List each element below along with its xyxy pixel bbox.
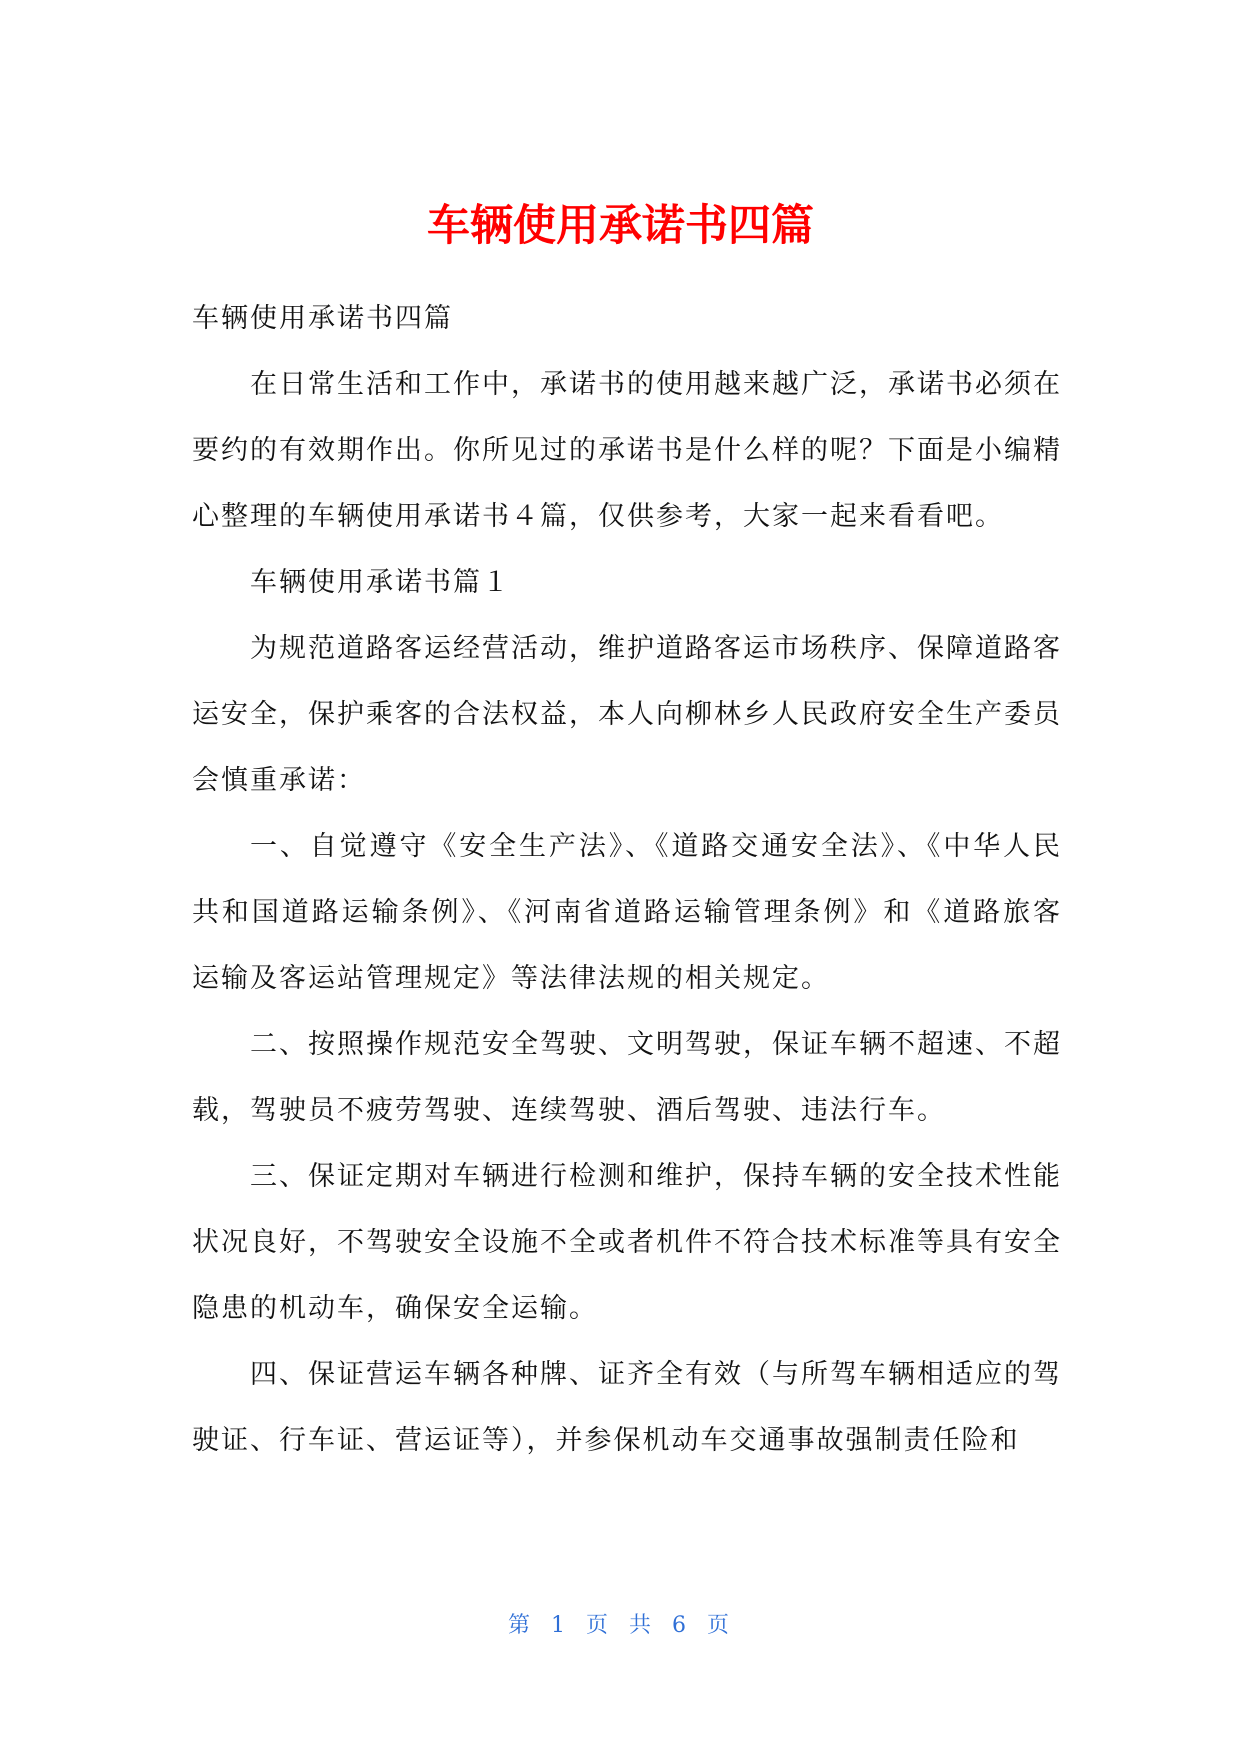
paragraph: 为规范道路客运经营活动，维护道路客运市场秩序、保障道路客运安全，保护乘客的合法权益，本人向柳林乡人民政府安全生产委员会慎重承诺： [192, 633, 1062, 796]
paragraph: 车辆使用承诺书四篇 [192, 303, 453, 334]
paragraph: 在日常生活和工作中，承诺书的使用越来越广泛，承诺书必须在要约的有效期作出。你所见过的承诺书是什么样的呢？下面是小编精心整理的车辆使用承诺书４篇，仅供参考，大家一起来看看吧。 [192, 369, 1062, 532]
paragraph: 四、保证营运车辆各种牌、证齐全有效（与所驾车辆相适应的驾驶证、行车证、营运证等），并参保机动车交通事故强制责任险和 [192, 1359, 1062, 1456]
paragraph: 二、按照操作规范安全驾驶、文明驾驶，保证车辆不超速、不超载，驾驶员不疲劳驾驶、连续驾驶、酒后驾驶、违法行车。 [192, 1029, 1062, 1126]
page-footer: 第 1 页 共 6 页 [508, 1613, 733, 1638]
paragraph: 三、保证定期对车辆进行检测和维护，保持车辆的安全技术性能状况良好，不驾驶安全设施不全或者机件不符合技术标准等具有安全隐患的机动车，确保安全运输。 [192, 1161, 1062, 1324]
document-body [192, 286, 1062, 1474]
paragraph: 一、自觉遵守《安全生产法》、《道路交通安全法》、《中华人民共和国道路运输条例》、《河南省道路运输管理条例》和《道路旅客运输及客运站管理规定》等法律法规的相关规定。 [192, 831, 1062, 994]
document-title: 车辆使用承诺书四篇 [427, 201, 814, 251]
section-heading: 车辆使用承诺书篇１ [250, 567, 511, 598]
